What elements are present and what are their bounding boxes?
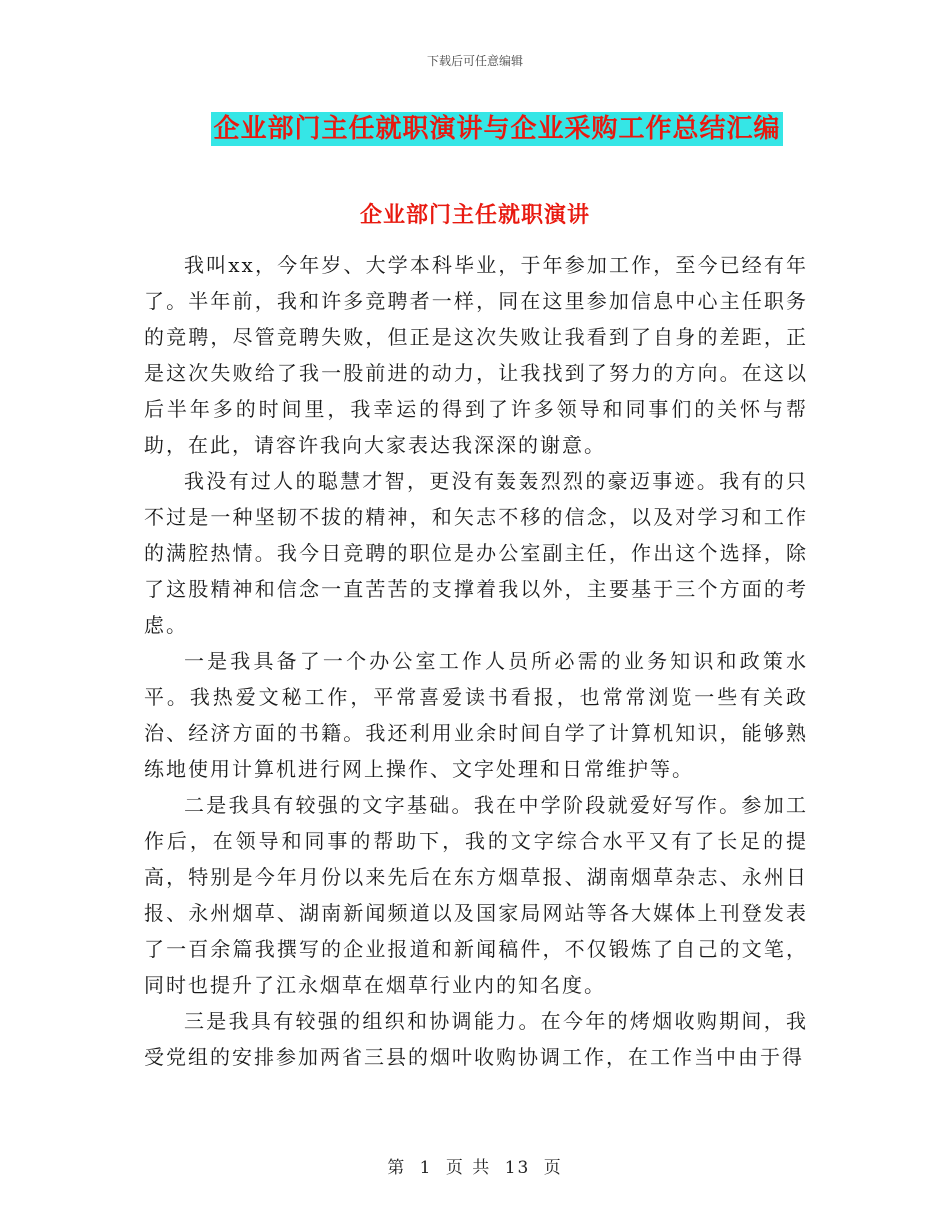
paragraph: 我没有过人的聪慧才智，更没有轰轰烈烈的豪迈事迹。我有的只不过是一种坚韧不拔的精神，和矢志不移的信念，以及对学习和工作的满腔热情。我今日竞聘的职位是办公室副主任，作出这个选择，除了这股精神和信念一直苦苦的支撑着我以外，主要基于三个方面的考虑。 [144,469,808,637]
document-title-wrap [0,112,950,146]
section-title: 企业部门主任就职演讲 [359,203,590,228]
document-title: 企业部门主任就职演讲与企业采购工作总结汇编 [213,114,781,144]
body-text [144,247,808,1075]
footer-middle: 页 共 [445,1158,492,1178]
footer-total-pages: 13 [504,1158,531,1178]
page-footer [0,1153,950,1178]
paragraph: 二是我具有较强的文字基础。我在中学阶段就爱好写作。参加工作后，在领导和同事的帮助下，我的文字综合水平又有了长足的提高，特别是今年月份以来先后在东方烟草报、湖南烟草杂志、永州日报、永州烟草、湖南新闻频道以及国家局网站等各大媒体上刊登发表了一百余篇我撰写的企业报道和新闻稿件，不仅锻炼了自己的文笔，同时也提升了江永烟草在烟草行业内的知名度。 [144,793,808,997]
paragraph: 我叫xx，今年岁、大学本科毕业，于年参加工作，至今已经有年了。半年前，我和许多竞聘者一样，同在这里参加信息中心主任职务的竞聘，尽管竞聘失败，但正是这次失败让我看到了自身的差距，正是这次失败给了我一股前进的动力，让我找到了努力的方向。在这以后半年多的时间里，我幸运的得到了许多领导和同事们的关怀与帮助，在此，请容许我向大家表达我深深的谢意。 [144,253,808,457]
page-header-note: 下载后可任意编辑 [426,54,523,68]
footer-page-number: 1 [419,1158,433,1178]
footer-suffix: 页 [543,1158,563,1178]
paragraph: 三是我具有较强的组织和协调能力。在今年的烤烟收购期间，我受党组的安排参加两省三县的烟叶收购协调工作，在工作当中由于得 [144,1009,808,1069]
paragraph: 一是我具备了一个办公室工作人员所必需的业务知识和政策水平。我热爱文秘工作，平常喜爱读书看报，也常常浏览一些有关政治、经济方面的书籍。我还利用业余时间自学了计算机知识，能够熟练地使用计算机进行网上操作、文字处理和日常维护等。 [144,649,808,781]
footer-prefix: 第 [387,1158,407,1178]
